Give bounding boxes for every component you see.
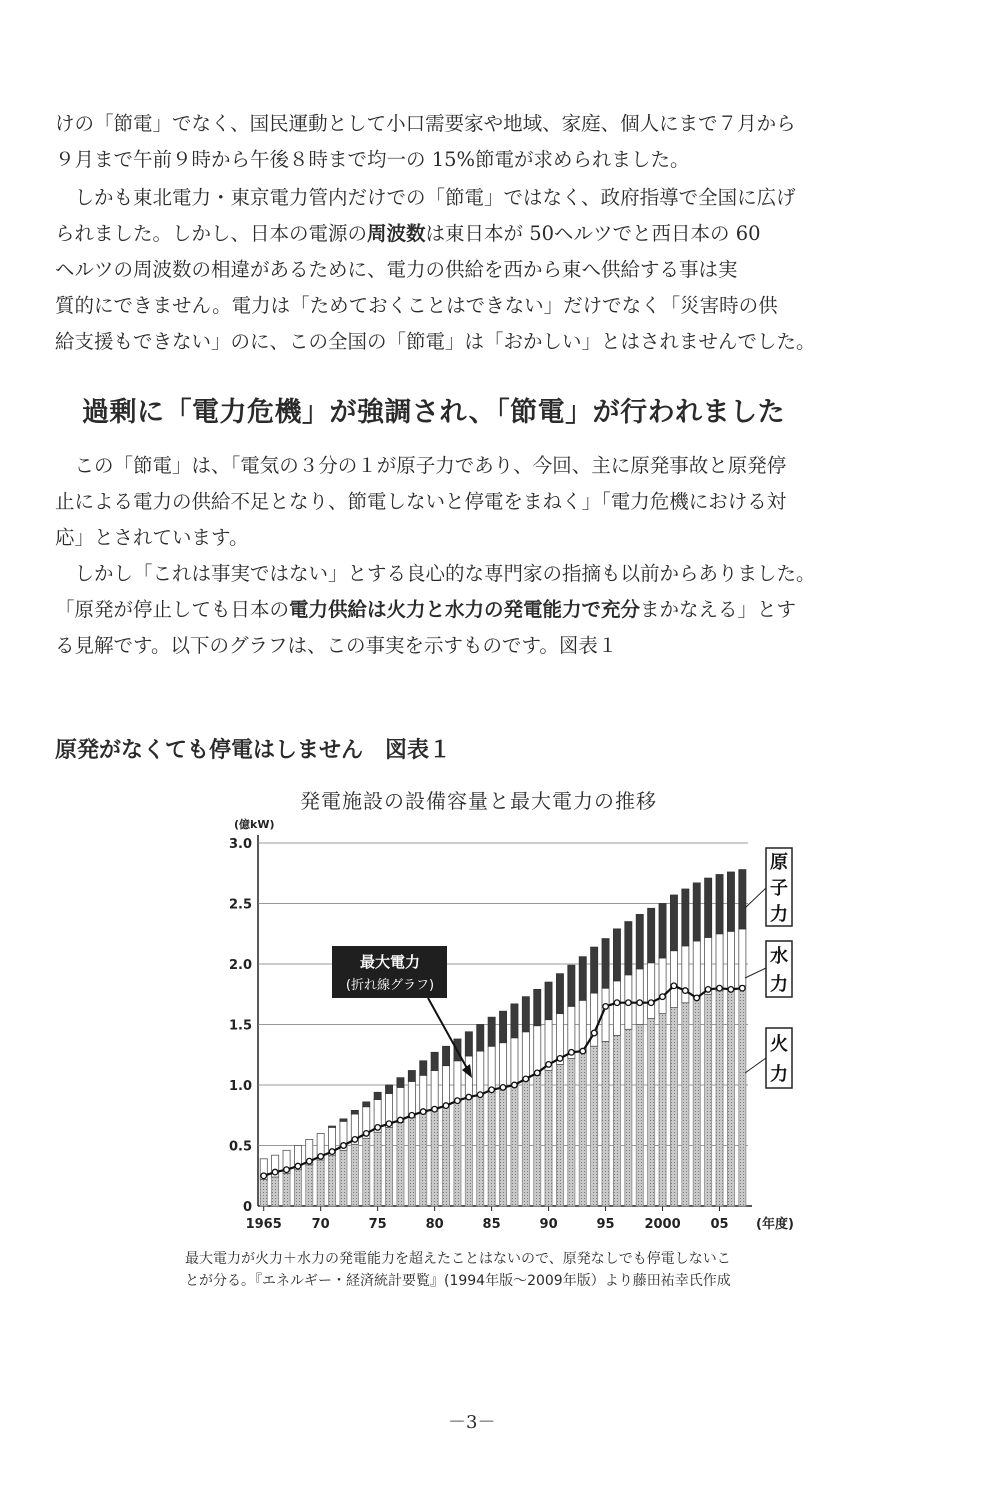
bar-nuclear	[625, 922, 632, 975]
text-line: 応」とされています。	[55, 526, 249, 549]
bar-thermal	[351, 1144, 358, 1206]
bar-thermal	[488, 1091, 495, 1206]
bar-hydro	[613, 981, 620, 1036]
peak-demand-point	[318, 1154, 324, 1160]
peak-demand-point	[295, 1163, 301, 1169]
text-run: は東日本が 50ヘルツでと西日本の 60	[425, 222, 761, 245]
y-tick-label: 3.0	[228, 837, 252, 852]
bar-hydro	[705, 937, 712, 994]
peak-demand-point	[614, 1000, 620, 1006]
text-line: 給支援もできない」のに、この全国の「節電」は「おかしい」とはされませんでした。	[55, 330, 816, 353]
bar-thermal	[534, 1075, 541, 1206]
annotation-subtitle: (折れ線グラフ)	[345, 978, 435, 993]
peak-demand-point	[694, 995, 700, 1001]
bar-hydro	[420, 1075, 427, 1113]
chart-title: 発電施設の設備容量と最大電力の推移	[300, 789, 657, 813]
bar-nuclear	[534, 989, 541, 1025]
peak-demand-point	[523, 1076, 529, 1082]
bar-thermal	[511, 1085, 518, 1206]
text-line: 止による電力の供給不足となり、節電しないと停電をまねく」「電力危機における対	[55, 490, 787, 513]
x-tick-label: 70	[311, 1217, 330, 1232]
bar-thermal	[477, 1095, 484, 1206]
bar-hydro	[648, 963, 655, 1019]
text-line-with-emphasis	[55, 592, 935, 628]
bar-nuclear	[329, 1126, 336, 1127]
bar-nuclear	[648, 908, 655, 963]
peak-demand-point	[648, 1000, 654, 1006]
bar-nuclear	[351, 1110, 358, 1114]
peak-demand-point	[352, 1137, 358, 1143]
x-tick-label: 1965	[245, 1217, 282, 1232]
bar-hydro	[739, 929, 746, 986]
peak-demand-point	[740, 985, 746, 991]
legend-label-char: 原	[770, 852, 788, 873]
bar-nuclear	[670, 895, 677, 951]
y-tick-label: 0.5	[228, 1139, 252, 1155]
text-run: まかなえる」とす	[640, 598, 797, 621]
bar-nuclear	[659, 904, 666, 959]
x-tick-label: 2000	[644, 1217, 681, 1232]
peak-demand-point	[455, 1098, 461, 1104]
bar-nuclear	[511, 1004, 518, 1038]
peak-demand-point	[580, 1048, 586, 1054]
x-tick-label: 75	[368, 1217, 387, 1232]
peak-demand-point	[386, 1121, 392, 1127]
text-line: 質的にできません。電力は「ためておくことはできない」だけでなく「災害時の供	[55, 294, 778, 317]
bar-thermal	[420, 1113, 427, 1206]
bar-thermal	[716, 991, 723, 1206]
peak-demand-point	[375, 1125, 381, 1131]
bar-nuclear	[727, 872, 734, 931]
peak-demand-point	[569, 1050, 575, 1056]
y-tick-label: 1.0	[228, 1079, 252, 1094]
bar-thermal	[260, 1179, 267, 1206]
peak-demand-point	[341, 1143, 347, 1149]
bar-thermal	[705, 994, 712, 1206]
bar-nuclear	[636, 914, 643, 969]
text-line: しかし「これは事実ではない」とする良心的な専門家の指摘も以前からありました。	[55, 562, 816, 585]
text-line: この「節電」は、「電気の３分の１が原子力であり、今回、主に原発事故と原発停	[55, 454, 787, 477]
bar-nuclear	[739, 870, 746, 929]
legend-label-char: 水	[770, 946, 788, 967]
bar-nuclear	[477, 1025, 484, 1052]
emphasis-frequency: 周波数	[367, 222, 426, 245]
bar-nuclear	[465, 1032, 472, 1056]
bar-nuclear	[602, 939, 609, 989]
figure-caption	[185, 1248, 865, 1292]
caption-line: とが分る。『エネルギー・経済統計要覧』(1994年版～2009年版）より藤田祐幸氏作成	[185, 1273, 731, 1289]
bar-thermal	[625, 1029, 632, 1206]
page-number: －3－	[448, 1412, 496, 1433]
paragraph-3	[55, 448, 935, 664]
peak-demand-point	[284, 1167, 290, 1173]
peak-demand-point	[420, 1109, 426, 1115]
bar-thermal	[443, 1106, 450, 1206]
peak-demand-point	[603, 1004, 609, 1010]
bar-thermal	[397, 1123, 404, 1207]
bar-thermal	[659, 1014, 666, 1206]
bar-nuclear	[420, 1061, 427, 1076]
peak-demand-point	[272, 1169, 278, 1175]
peak-demand-point	[637, 1000, 643, 1006]
bar-nuclear	[488, 1017, 495, 1046]
section-heading: 過剰に「電力危機」が強調され、「節電」が行われました	[82, 397, 786, 428]
x-tick-label: 05	[710, 1217, 729, 1232]
peak-demand-point	[705, 987, 711, 993]
y-tick-label: 1.5	[228, 1018, 252, 1034]
bar-nuclear	[716, 875, 723, 934]
bar-thermal	[317, 1160, 324, 1206]
bar-thermal	[636, 1025, 643, 1207]
peak-demand-point	[432, 1106, 438, 1112]
text-run: られました。しかし、日本の電源の	[55, 222, 368, 245]
bar-thermal	[500, 1089, 507, 1206]
bar-hydro	[682, 946, 689, 1003]
bar-hydro	[534, 1026, 541, 1076]
bar-nuclear	[340, 1119, 347, 1121]
peak-demand-point	[466, 1094, 472, 1100]
bar-hydro	[500, 1043, 507, 1089]
peak-demand-point	[591, 1030, 597, 1036]
bar-thermal	[465, 1098, 472, 1206]
bar-thermal	[454, 1102, 461, 1206]
peak-demand-point	[443, 1103, 449, 1109]
legend-label-char: 子	[770, 878, 788, 899]
y-tick-label: 2.0	[228, 958, 252, 973]
peak-demand-point	[546, 1062, 552, 1068]
x-axis-label: (年度)	[756, 1217, 794, 1232]
bar-nuclear	[443, 1046, 450, 1065]
bar-thermal	[283, 1173, 290, 1206]
bar-thermal	[739, 986, 746, 1206]
bar-thermal	[306, 1165, 313, 1206]
bar-thermal	[727, 988, 734, 1206]
bar-nuclear	[579, 957, 586, 1001]
text-line: しかも東北電力・東京電力管内だけでの「節電」ではなく、政府指導で全国に広げ	[55, 186, 796, 209]
peak-demand-point	[307, 1158, 313, 1164]
x-tick-label: 85	[482, 1217, 501, 1232]
emphasis-supply: 電力供給は火力と水力の発電能力で充分	[289, 598, 641, 621]
bar-hydro	[431, 1071, 438, 1110]
bar-hydro	[579, 1000, 586, 1052]
bar-hydro	[477, 1051, 484, 1095]
peak-demand-point	[728, 987, 734, 993]
bar-thermal	[340, 1150, 347, 1206]
bar-hydro	[727, 931, 734, 988]
bar-thermal	[670, 1008, 677, 1206]
annotation-title: 最大電力	[359, 953, 421, 971]
bar-nuclear	[591, 947, 598, 993]
bar-nuclear	[568, 965, 575, 1006]
figure-title: 原発がなくても停電はしません 図表１	[55, 738, 452, 763]
peak-demand-point	[489, 1087, 495, 1093]
paragraph-1	[55, 106, 935, 178]
bar-thermal	[545, 1071, 552, 1207]
bar-nuclear	[682, 889, 689, 946]
x-tick-label: 95	[596, 1217, 615, 1232]
peak-demand-point	[534, 1070, 540, 1076]
bar-nuclear	[397, 1078, 404, 1088]
bar-nuclear	[545, 982, 552, 1020]
bar-thermal	[579, 1052, 586, 1206]
bar-nuclear	[705, 878, 712, 937]
bar-hydro	[511, 1038, 518, 1085]
bar-thermal	[591, 1046, 598, 1206]
bar-thermal	[568, 1058, 575, 1206]
bar-thermal	[556, 1064, 563, 1206]
bar-thermal	[602, 1041, 609, 1206]
bar-thermal	[522, 1080, 529, 1206]
bar-nuclear	[693, 883, 700, 941]
x-tick-label: 90	[539, 1217, 558, 1232]
bar-nuclear	[363, 1102, 370, 1107]
bar-nuclear	[613, 929, 620, 981]
bar-hydro	[716, 934, 723, 991]
peak-demand-point	[477, 1092, 483, 1098]
y-tick-label: 0	[242, 1200, 252, 1215]
text-line: る見解です。以下のグラフは、この事実を示すものです。図表１	[55, 634, 618, 657]
bar-thermal	[374, 1132, 381, 1206]
peak-demand-point	[671, 983, 677, 989]
bar-hydro	[670, 951, 677, 1008]
peak-demand-point	[261, 1173, 267, 1179]
bar-thermal	[431, 1109, 438, 1206]
text-line: ヘルツの周波数の相違があるために、電力の供給を西から東へ供給する事は実	[55, 258, 738, 281]
bar-thermal	[363, 1138, 370, 1206]
bar-hydro	[522, 1032, 529, 1080]
bar-thermal	[648, 1018, 655, 1206]
x-tick-label: 80	[425, 1217, 444, 1232]
bar-hydro	[454, 1061, 461, 1102]
text-run: 「原発が停止しても日本の	[55, 598, 290, 621]
legend-label-char: 力	[770, 1064, 788, 1085]
y-tick-label: 2.5	[228, 897, 252, 913]
peak-demand-point	[683, 988, 689, 994]
peak-demand-point	[364, 1131, 370, 1137]
bar-thermal	[693, 998, 700, 1206]
bar-thermal	[613, 1035, 620, 1206]
text-line: ９月まで午前９時から午後８時まで均一の 15%節電が求められました。	[55, 148, 690, 171]
peak-demand-point	[329, 1149, 335, 1155]
bar-hydro	[659, 958, 666, 1014]
bar-thermal	[329, 1155, 336, 1206]
bar-thermal	[408, 1118, 415, 1206]
legend-leader	[745, 888, 766, 908]
bar-nuclear	[431, 1052, 438, 1070]
bar-nuclear	[386, 1085, 393, 1094]
bar-thermal	[294, 1170, 301, 1206]
peak-demand-point	[557, 1056, 563, 1062]
capacity-chart	[200, 808, 820, 1248]
paragraph-2	[55, 180, 935, 360]
peak-demand-point	[717, 985, 723, 991]
legend-leader	[745, 968, 766, 978]
bar-thermal	[272, 1177, 279, 1206]
bar-thermal	[682, 1003, 689, 1206]
bar-nuclear	[374, 1092, 381, 1099]
bar-thermal	[386, 1127, 393, 1206]
peak-demand-point	[398, 1117, 404, 1123]
bar-nuclear	[522, 997, 529, 1032]
bar-hydro	[488, 1046, 495, 1091]
caption-line: 最大電力が火力＋水力の発電能力を超えたことはないので、原発なしでも停電しないこ	[185, 1251, 731, 1267]
bar-nuclear	[556, 974, 563, 1014]
legend-label-char: 力	[770, 974, 788, 995]
y-axis-label: (億kW)	[234, 818, 275, 831]
peak-demand-point	[626, 1000, 632, 1006]
text-line-with-emphasis	[55, 216, 935, 252]
peak-demand-point	[500, 1085, 506, 1091]
bar-nuclear	[500, 1011, 507, 1042]
peak-demand-point	[409, 1113, 415, 1119]
legend-label-char: 力	[770, 904, 788, 925]
bar-hydro	[636, 969, 643, 1025]
bar-hydro	[443, 1066, 450, 1106]
bar-hydro	[693, 941, 700, 998]
bar-nuclear	[408, 1071, 415, 1082]
peak-demand-point	[512, 1082, 518, 1088]
legend-label-char: 火	[770, 1034, 788, 1055]
peak-demand-point	[660, 994, 666, 1000]
text-line: けの「節電」でなく、国民運動として小口需要家や地域、家庭、個人にまで７月から	[55, 112, 796, 135]
legend-leader	[745, 1058, 766, 1073]
